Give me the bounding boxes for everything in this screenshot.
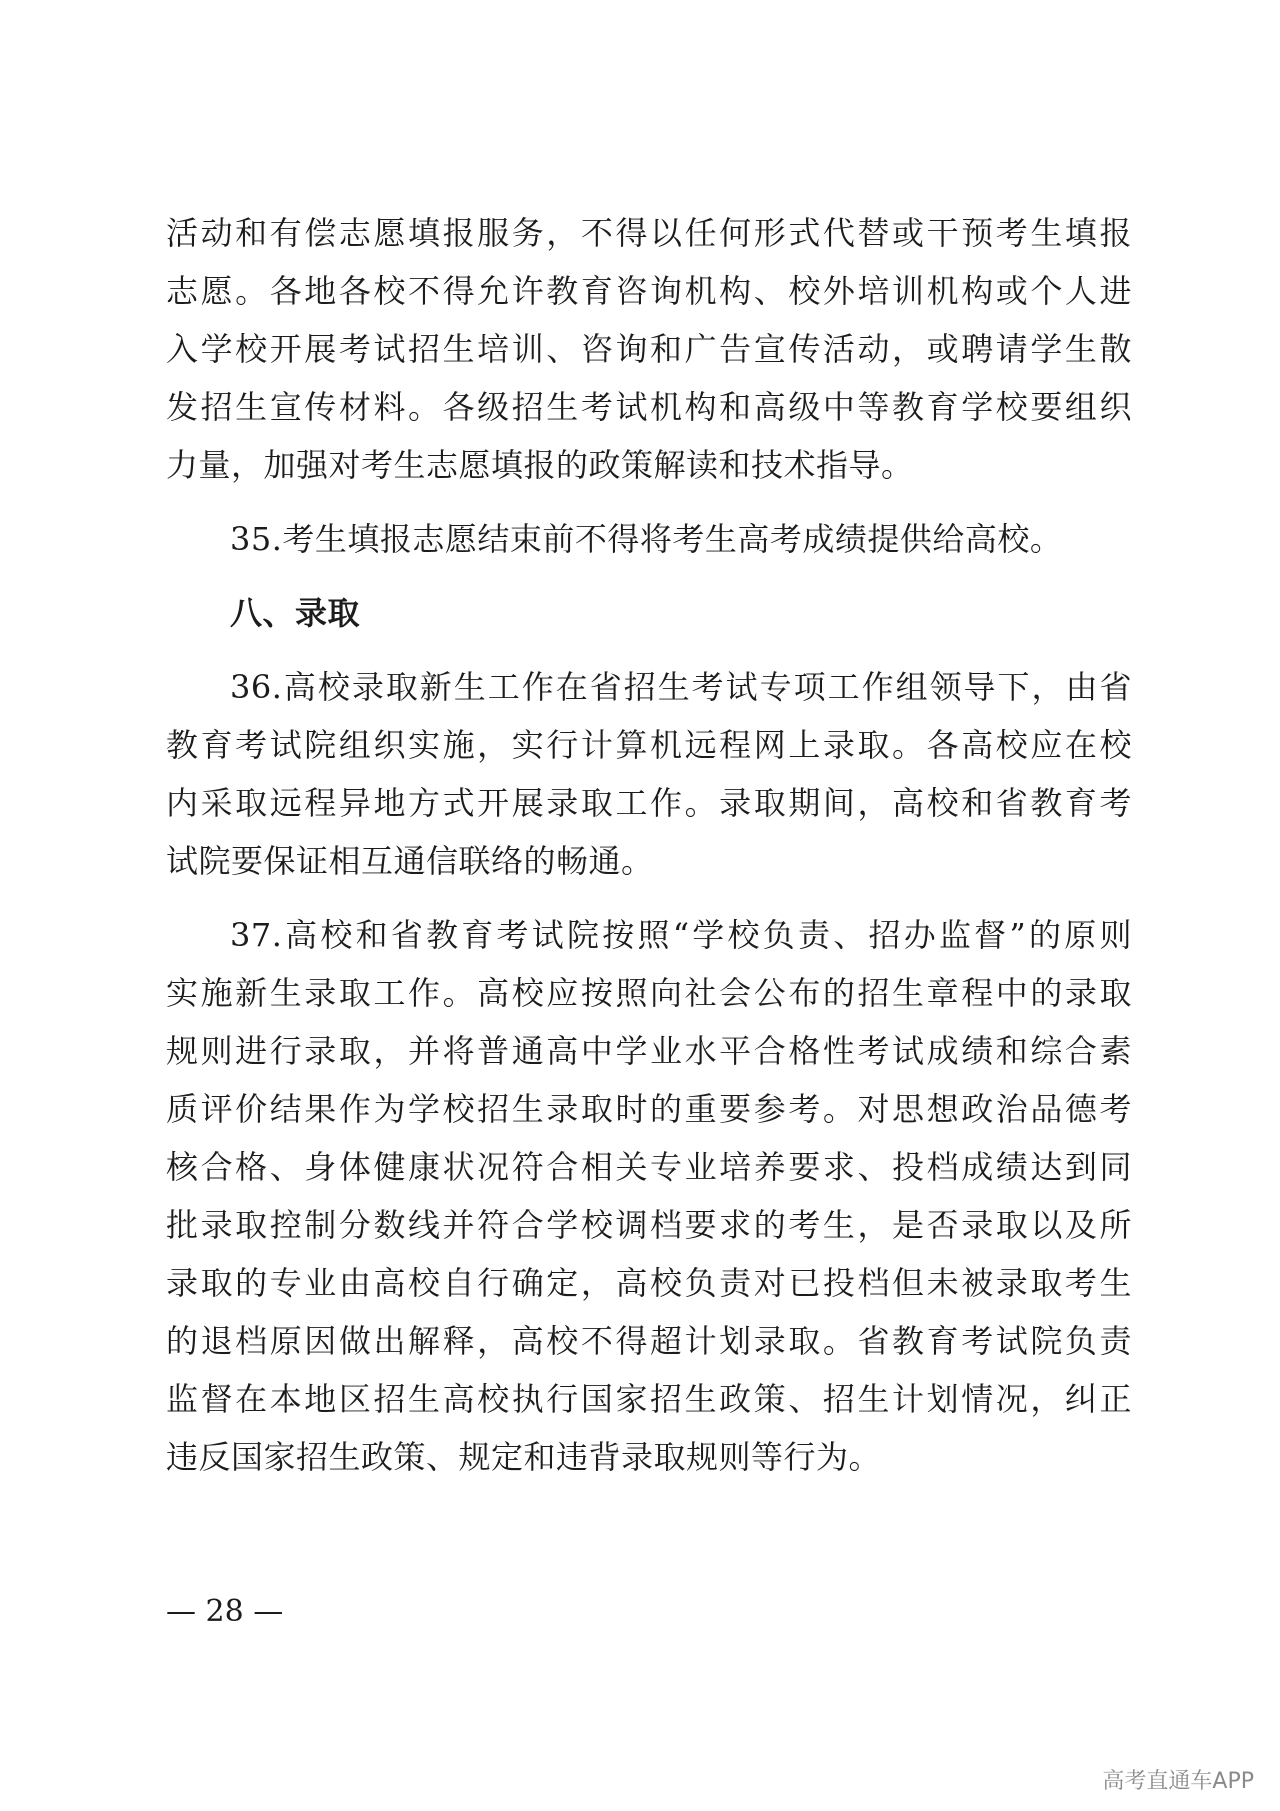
text-line: 活动和有偿志愿填报服务，不得以任何形式代替或干预考生填报	[166, 214, 1132, 252]
heading-admission: 八、录取	[230, 594, 361, 632]
paragraph-37	[166, 906, 1132, 1486]
text-line: 的退档原因做出解释，高校不得超计划录取。省教育考试院负责	[166, 1322, 1132, 1360]
paragraph-continuation	[166, 204, 1132, 494]
page-number: — 28 —	[166, 1594, 284, 1629]
text-line: 教育考试院组织实施，实行计算机远程网上录取。各高校应在校	[166, 726, 1132, 764]
text-line: 违反国家招生政策、规定和违背录取规则等行为。	[166, 1438, 882, 1476]
text-line: 监督在本地区招生高校执行国家招生政策、招生计划情况，纠正	[166, 1380, 1132, 1418]
watermark: 高考直通车APP	[1102, 1769, 1254, 1794]
text-line: 批录取控制分数线并符合学校调档要求的考生，是否录取以及所	[166, 1206, 1132, 1244]
text-line: 力量，加强对考生志愿填报的政策解读和技术指导。	[166, 446, 914, 484]
text-line: 核合格、身体健康状况符合相关专业培养要求、投档成绩达到同	[166, 1148, 1132, 1186]
text-line: 37.高校和省教育考试院按照“学校负责、招办监督”的原则	[230, 916, 1132, 954]
text-line: 试院要保证相互通信联络的畅通。	[166, 842, 654, 880]
text-line: 36.高校录取新生工作在省招生考试专项工作组领导下，由省	[230, 668, 1132, 706]
section-heading	[166, 584, 1132, 642]
text-line: 入学校开展考试招生培训、咨询和广告宣传活动，或聘请学生散	[166, 330, 1132, 368]
text-line: 质评价结果作为学校招生录取时的重要参考。对思想政治品德考	[166, 1090, 1132, 1128]
text-line: 规则进行录取，并将普通高中学业水平合格性考试成绩和综合素	[166, 1032, 1132, 1070]
text-line: 内采取远程异地方式开展录取工作。录取期间，高校和省教育考	[166, 784, 1132, 822]
document-body	[166, 204, 1132, 1486]
text-line: 录取的专业由高校自行确定，高校负责对已投档但未被录取考生	[166, 1264, 1132, 1302]
text-line: 实施新生录取工作。高校应按照向社会公布的招生章程中的录取	[166, 974, 1132, 1012]
text-line: 35.考生填报志愿结束前不得将考生高考成绩提供给高校。	[230, 520, 1063, 558]
paragraph-35	[166, 510, 1132, 568]
text-line: 志愿。各地各校不得允许教育咨询机构、校外培训机构或个人进	[166, 272, 1132, 310]
paragraph-36	[166, 658, 1132, 890]
text-line: 发招生宣传材料。各级招生考试机构和高级中等教育学校要组织	[166, 388, 1132, 426]
